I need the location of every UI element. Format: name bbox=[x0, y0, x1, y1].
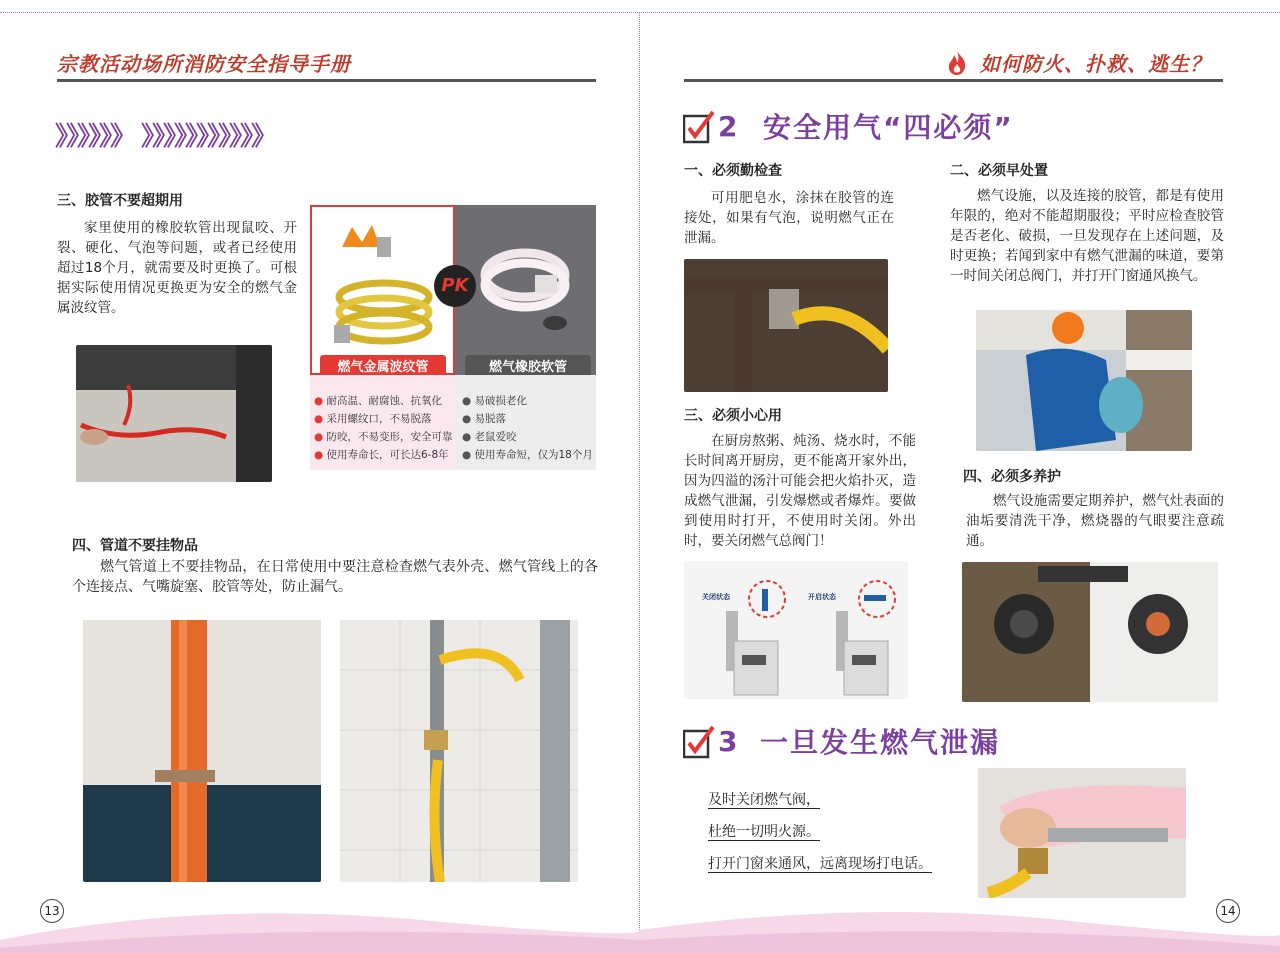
item4-title: 四、必须多养护 bbox=[963, 469, 1061, 485]
block3-number: 3 bbox=[718, 725, 740, 758]
rubber-point: ● 老鼠爱咬 bbox=[462, 431, 517, 443]
pk-badge: PK bbox=[434, 265, 476, 307]
gas-valve-pipe-photo bbox=[340, 620, 578, 882]
gas-stove-photo bbox=[962, 562, 1218, 702]
pipe-connection-photo bbox=[684, 259, 888, 392]
rubber-hose-points bbox=[462, 392, 596, 464]
gas-meter-photo bbox=[684, 561, 908, 699]
red-hose-photo bbox=[76, 345, 272, 482]
top-dotted-border bbox=[0, 12, 1280, 13]
block2-title: 安全用气“四必须” bbox=[763, 111, 1014, 144]
hose-comparison-graphic bbox=[310, 205, 596, 470]
section3-body: 家里使用的橡胶软管出现鼠咬、开裂、硬化、气泡等问题，或者已经使用超过18个月，就需要及时更换了。可根据实际使用情况更换更为安全的燃气金属波纹管。 bbox=[57, 220, 297, 316]
right-header-title: 如何防火、扑救、逃生？ bbox=[980, 52, 1211, 76]
block3-title: 一旦发生燃气泄漏 bbox=[760, 726, 1001, 759]
item1-title: 一、必须勤检查 bbox=[684, 163, 782, 179]
leak-steps bbox=[708, 784, 932, 880]
metal-point: ● 使用寿命长，可长达6-8年 bbox=[314, 449, 449, 461]
item3-body: 在厨房熬粥、炖汤、烧水时，不能长时间离开厨房，更不能离开家外出，因为四溢的汤汁可能会把火焰扑灭，造成燃气泄漏，引发爆燃或者爆炸。要做到使用时打开，不使用时关闭。外出时，要关闭燃气总阀门！ bbox=[684, 433, 916, 549]
leak-step: 及时关闭燃气阀， bbox=[708, 792, 820, 808]
left-header-rule bbox=[57, 79, 596, 82]
hand-closing-valve-photo bbox=[978, 768, 1186, 898]
block2-number: 2 bbox=[718, 110, 740, 143]
metal-hose-points bbox=[314, 392, 454, 464]
orange-pipe-photo bbox=[83, 620, 321, 882]
left-page-number: 13 bbox=[40, 899, 64, 923]
rubber-point: ● 使用寿命短，仅为18个月 bbox=[462, 449, 593, 461]
left-header-title: 宗教活动场所消防安全指导手册 bbox=[57, 52, 351, 76]
page-spine bbox=[639, 12, 640, 940]
metal-hose-label: 燃气金属波纹管 bbox=[320, 355, 446, 381]
metal-point: ● 采用螺纹口，不易脱落 bbox=[314, 413, 432, 425]
item3-title: 三、必须小心用 bbox=[684, 408, 782, 424]
section3-title: 三、胶管不要超期用 bbox=[57, 193, 183, 209]
checkbox-icon bbox=[683, 110, 715, 148]
rubber-hose-label: 燃气橡胶软管 bbox=[465, 355, 591, 381]
right-page-number: 14 bbox=[1216, 899, 1240, 923]
meter-closed-label: 关闭状态 bbox=[702, 593, 730, 601]
item2-body: 燃气设施，以及连接的胶管，都是有使用年限的，绝对不能超期服役；平时应检查胶管是否老化、破损，一旦发现存在上述问题，及时更换；若闻到家中有燃气泄漏的味道，要第一时间关闭总阀门，并打开门窗通风换气。 bbox=[950, 188, 1224, 284]
meter-open-label: 开启状态 bbox=[808, 593, 836, 601]
item2-title: 二、必须早处置 bbox=[950, 163, 1048, 179]
rubber-point: ● 易脱落 bbox=[462, 413, 506, 425]
section4-body: 燃气管道上不要挂物品，在日常使用中要注意检查燃气表外壳、燃气管线上的各个连接点、气嘴旋塞、胶管等处，防止漏气。 bbox=[72, 559, 598, 595]
item4-body: 燃气设施需要定期养护，燃气灶表面的油垢要清洗干净，燃烧器的气眼要注意疏通。 bbox=[966, 493, 1224, 549]
checkbox-icon-2 bbox=[683, 725, 715, 763]
section4-title: 四、管道不要挂物品 bbox=[72, 538, 198, 554]
metal-point: ● 耐高温、耐腐蚀、抗氧化 bbox=[314, 395, 442, 407]
right-header-rule bbox=[684, 79, 1223, 82]
technician-photo bbox=[976, 310, 1192, 451]
item1-body: 可用肥皂水，涂抹在胶管的连接处，如果有气泡，说明燃气正在泄漏。 bbox=[684, 190, 894, 246]
rubber-hose-panel bbox=[455, 205, 596, 375]
decorative-arrows: 》》》》》》 》》》》》》》》》》》 bbox=[55, 122, 276, 152]
leak-step: 打开门窗来通风，远离现场打电话。 bbox=[708, 856, 932, 872]
bottom-wave-decoration bbox=[0, 900, 1280, 953]
metal-hose-panel bbox=[310, 205, 455, 375]
rubber-point: ● 易破损老化 bbox=[462, 395, 527, 407]
metal-point: ● 防咬，不易变形，安全可靠 bbox=[314, 431, 453, 443]
fire-icon bbox=[945, 50, 969, 80]
leak-step: 杜绝一切明火源。 bbox=[708, 824, 820, 840]
